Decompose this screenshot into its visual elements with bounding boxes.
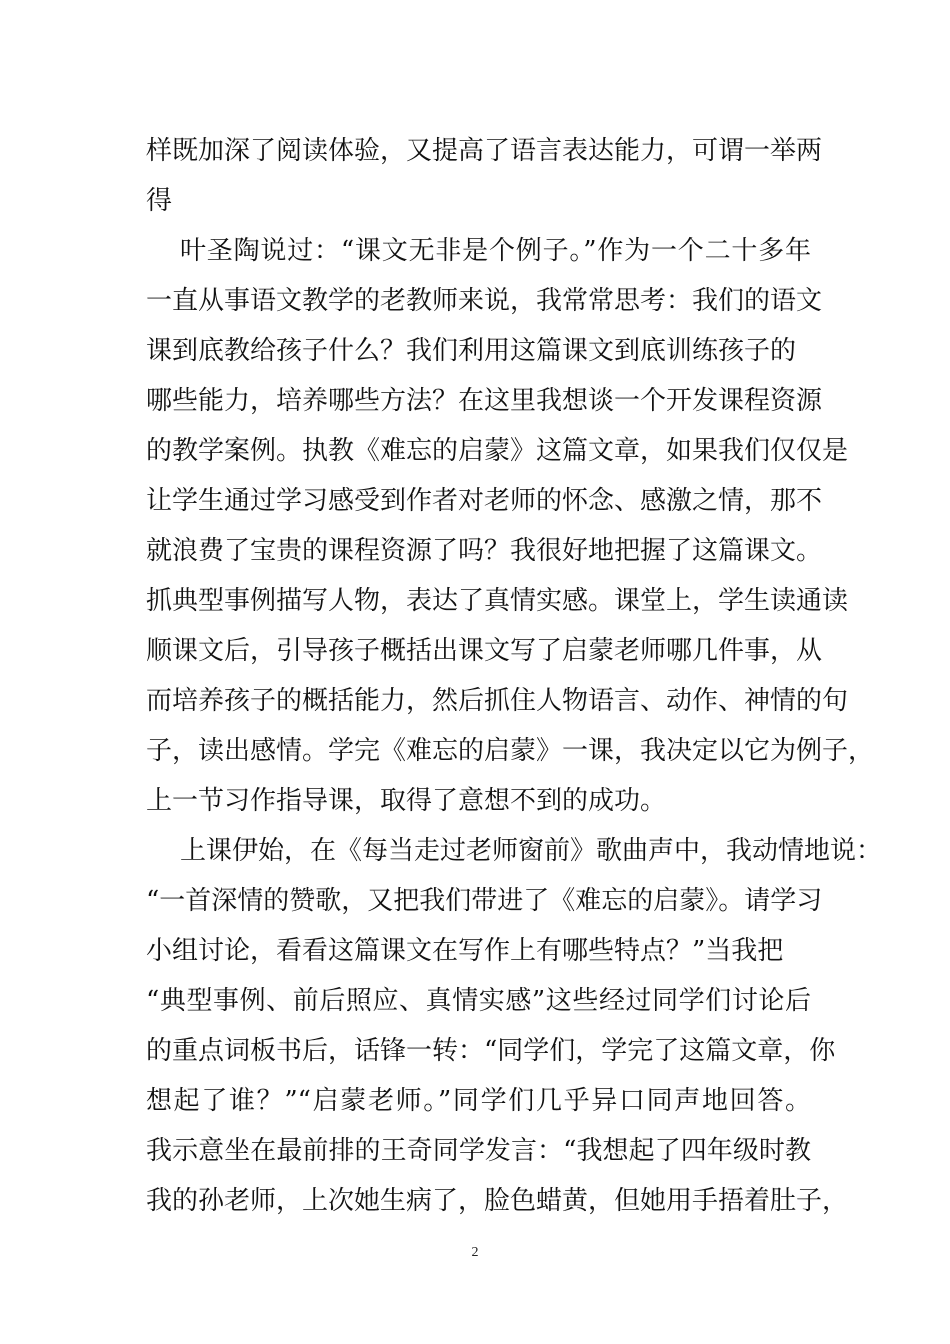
text-line: 哪些能力，培养哪些方法？在这里我想谈一个开发课程资源: [146, 386, 823, 416]
text-line: 得: [146, 186, 173, 216]
text-line: 抓典型事例描写人物，表达了真情实感。课堂上，学生读通读: [146, 586, 849, 616]
text-line: 样既加深了阅读体验，又提高了语言表达能力，可谓一举两: [146, 136, 823, 166]
text-line: 而培养孩子的概括能力，然后抓住人物语言、动作、神情的句: [146, 686, 849, 716]
text-line: 顺课文后，引导孩子概括出课文写了启蒙老师哪几件事，从: [146, 636, 823, 666]
text-line: 的重点词板书后，话锋一转：“同学们，学完了这篇文章，你: [146, 1036, 836, 1066]
text-line: 子，读出感情。学完《难忘的启蒙》一课，我决定以它为例子，: [146, 736, 875, 766]
text-line: 一直从事语文教学的老教师来说，我常常思考：我们的语文: [146, 286, 823, 316]
text-line: 就浪费了宝贵的课程资源了吗？我很好地把握了这篇课文。: [146, 536, 823, 566]
text-line: 课到底教给孩子什么？我们利用这篇课文到底训练孩子的: [146, 336, 797, 366]
paragraph-first-line: 叶圣陶说过：“课文无非是个例子。”作为一个二十多年: [180, 236, 811, 266]
text-line: “典型事例、前后照应、真情实感”这些经过同学们讨论后: [146, 986, 811, 1016]
text-line: 小组讨论，看看这篇课文在写作上有哪些特点？”当我把: [146, 936, 784, 966]
text-line: 想起了谁？”“启蒙老师。”同学们几乎异口同声地回答。: [146, 1086, 811, 1116]
text-line: “一首深情的赞歌，又把我们带进了《难忘的启蒙》。请学习: [146, 886, 823, 916]
page-number: 2: [471, 1245, 479, 1260]
text-line: 我的孙老师，上次她生病了，脸色蜡黄，但她用手捂着肚子，: [146, 1186, 849, 1216]
text-line: 上一节习作指导课，取得了意想不到的成功。: [146, 786, 667, 816]
text-line: 的教学案例。执教《难忘的启蒙》这篇文章，如果我们仅仅是: [146, 436, 849, 466]
text-line: 让学生通过学习感受到作者对老师的怀念、感激之情，那不: [146, 486, 823, 516]
paragraph-first-line: 上课伊始，在《每当走过老师窗前》歌曲声中，我动情地说：: [180, 836, 883, 866]
text-line: 我示意坐在最前排的王奇同学发言：“我想起了四年级时教: [146, 1136, 811, 1166]
